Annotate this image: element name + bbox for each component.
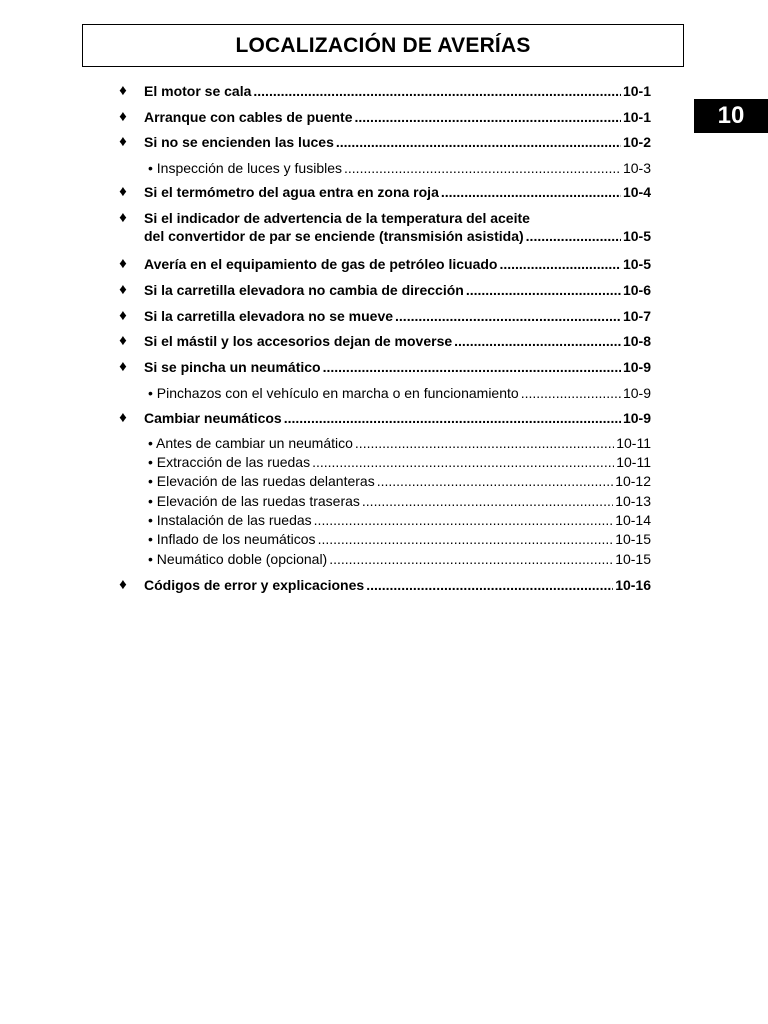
toc-subentry[interactable]	[116, 530, 651, 548]
toc-entry-page: 10-1	[622, 83, 651, 99]
toc-subentry-title: • Extracción de las ruedas	[148, 454, 311, 470]
toc-entry[interactable]	[116, 332, 651, 350]
toc-entry-page: 10-6	[622, 282, 651, 298]
toc-entry-page: 10-2	[622, 134, 651, 150]
diamond-bullet-icon: ♦	[119, 209, 127, 226]
toc-subentry-page: 10-11	[616, 454, 651, 470]
diamond-bullet-icon: ♦	[119, 332, 127, 349]
diamond-bullet-icon: ♦	[119, 255, 127, 272]
toc-subentry[interactable]	[116, 472, 651, 490]
toc-subentry-page: 10-3	[622, 160, 651, 176]
toc-entry[interactable]	[116, 307, 651, 325]
toc-subentry-page: 10-15	[615, 531, 651, 547]
chapter-tab: 10	[694, 99, 768, 133]
toc-entry[interactable]	[116, 183, 651, 201]
diamond-bullet-icon: ♦	[119, 281, 127, 298]
toc-entry-page: 10-9	[622, 359, 651, 375]
toc-entry[interactable]	[116, 108, 651, 126]
diamond-bullet-icon: ♦	[119, 183, 127, 200]
toc-entry[interactable]	[116, 255, 651, 273]
toc-entry-page: 10-8	[622, 333, 651, 349]
toc-subentry-title: • Pinchazos con el vehículo en marcha o en funcionamiento	[148, 385, 519, 401]
toc-subentry-page: 10-9	[622, 385, 651, 401]
toc-subentry-title: • Instalación de las ruedas	[148, 512, 312, 528]
toc-subentry[interactable]	[116, 511, 651, 529]
toc-entry-title: Cambiar neumáticos	[144, 410, 282, 426]
toc-subentry[interactable]	[116, 492, 651, 510]
toc-entry-title: del convertidor de par se enciende (transmisión asistida)	[144, 228, 524, 244]
toc-entry-page: 10-5	[622, 256, 651, 272]
toc-entry-title: Si se pincha un neumático	[144, 359, 321, 375]
toc-entry[interactable]	[116, 358, 651, 376]
toc-subentry[interactable]	[116, 159, 651, 177]
toc-entry-title: Si el mástil y los accesorios dejan de moverse	[144, 333, 453, 349]
toc-subentry[interactable]	[116, 384, 651, 402]
toc-entry[interactable]	[116, 82, 651, 100]
toc-entry-page: 10-1	[622, 109, 651, 125]
diamond-bullet-icon: ♦	[119, 576, 127, 593]
toc-subentry-page: 10-15	[615, 551, 651, 567]
toc-entry-title-line1: Si el indicador de advertencia de la temperatura del aceite	[144, 210, 530, 226]
toc-entry-title: Si la carretilla elevadora no se mueve	[144, 308, 394, 324]
toc-entry-title: Códigos de error y explicaciones	[144, 577, 365, 593]
toc-entry[interactable]	[116, 409, 651, 427]
toc-subentry[interactable]	[116, 434, 651, 452]
toc-subentry-title: • Neumático doble (opcional)	[148, 551, 328, 567]
toc-entry[interactable]	[116, 576, 651, 594]
toc-subentry[interactable]	[116, 453, 651, 471]
toc-subentry[interactable]	[116, 550, 651, 568]
toc-entry-title: El motor se cala	[144, 83, 252, 99]
diamond-bullet-icon: ♦	[119, 133, 127, 150]
toc-entry-title: Si la carretilla elevadora no cambia de dirección	[144, 282, 464, 298]
toc-subentry-title: • Elevación de las ruedas traseras	[148, 493, 360, 509]
toc-entry-title: Arranque con cables de puente	[144, 109, 353, 125]
toc-subentry-title: • Antes de cambiar un neumático	[148, 435, 353, 451]
page-title-box	[82, 24, 684, 67]
diamond-bullet-icon: ♦	[119, 108, 127, 125]
toc-subentry-page: 10-12	[615, 473, 651, 489]
toc-subentry-title: • Inspección de luces y fusibles	[148, 160, 343, 176]
toc-entry-title: Si no se encienden las luces	[144, 134, 334, 150]
toc-entry-title: Avería en el equipamiento de gas de petróleo licuado	[144, 256, 498, 272]
toc-entry[interactable]	[116, 133, 651, 151]
toc-subentry-page: 10-14	[615, 512, 651, 528]
toc-entry-page: 10-16	[615, 577, 651, 593]
diamond-bullet-icon: ♦	[119, 307, 127, 324]
toc-subentry-title: • Inflado de los neumáticos	[148, 531, 316, 547]
toc-entry[interactable]	[116, 281, 651, 299]
page-title: LOCALIZACIÓN DE AVERÍAS	[235, 33, 531, 57]
toc-entry-page: 10-9	[622, 410, 651, 426]
toc-entry-page: 10-7	[622, 308, 651, 324]
diamond-bullet-icon: ♦	[119, 409, 127, 426]
toc-subentry-title: • Elevación de las ruedas delanteras	[148, 473, 375, 489]
diamond-bullet-icon: ♦	[119, 82, 127, 99]
toc-subentry-page: 10-13	[615, 493, 651, 509]
toc-entry-page: 10-5	[622, 228, 651, 244]
toc-entry[interactable]	[116, 209, 651, 245]
diamond-bullet-icon: ♦	[119, 358, 127, 375]
toc-entry-page: 10-4	[622, 184, 651, 200]
toc-subentry-page: 10-11	[616, 435, 651, 451]
toc-entry-title: Si el termómetro del agua entra en zona roja	[144, 184, 439, 200]
